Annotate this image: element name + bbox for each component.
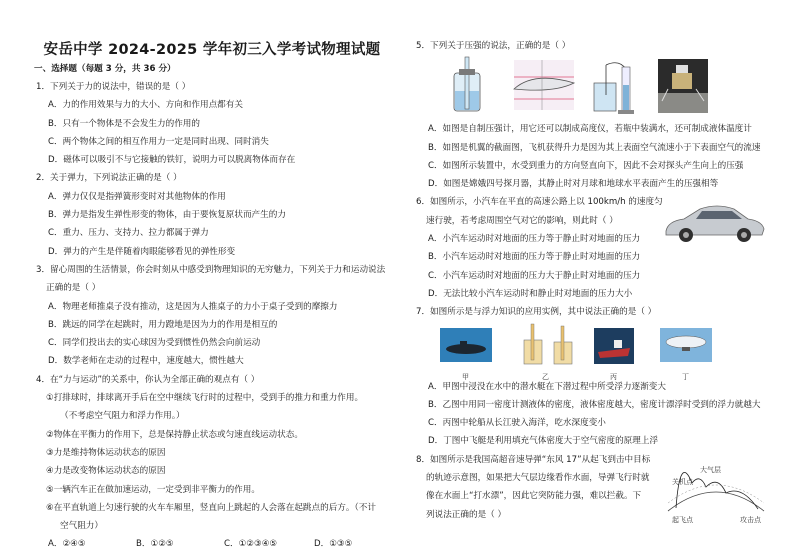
question-3-option-c: C．同学们投出去的实心球因为受到惯性仍然会向前运动	[48, 338, 261, 349]
question-3-option-a: A．物理老师推桌子没有推动，这是因为人推桌子的力小于桌子受到的摩擦力	[48, 301, 338, 312]
question-4-option-a: A．②④⑤	[48, 539, 86, 550]
liquid-pressure-probe-figure	[594, 63, 634, 114]
question-4-item-2: ②物体在平衡力的作用下，总是保持静止状态或匀速直线运动状态。	[46, 429, 303, 440]
question-4-item-1-note: （不考虑空气阻力和浮力作用。）	[60, 411, 185, 422]
question-4-item-6: ⑥在平直轨道上匀速行驶的火车车厢里，竖直向上跳起的人会落在起跳点的后方。（不计	[46, 502, 376, 513]
hydrometer-figure	[524, 324, 572, 364]
label-atmosphere: 大气层	[700, 465, 721, 474]
question-5-option-b: B．如图是机翼的截面图，飞机获得升力是因为其上表面空气流速小于下表面空气的流速	[428, 142, 761, 153]
question-2-option-d: D．弹力的产生是伴随着肉眼能够看见的弹性形变	[48, 246, 236, 257]
question-8-stem: 8．如图所示是我国高超音速导弹“东风 17”从起飞到击中目标	[416, 454, 651, 465]
question-5-figure-svg	[414, 55, 766, 120]
question-5-figures	[414, 55, 766, 120]
lunar-probe-photo	[658, 59, 708, 113]
question-8-line-4: 列说法正确的是（ ）	[426, 509, 507, 520]
question-7-figure-svg	[414, 322, 766, 370]
label-cutoff-point: 关机点	[672, 477, 693, 486]
question-2-option-c: C．重力、压力、支持力、拉力都属于弹力	[48, 228, 209, 239]
question-4-item-5: ⑤一辆汽车正在做加速运动，一定受到非平衡力的作用。	[46, 484, 260, 495]
question-3-option-b: B．跳远的同学在起跳时，用力蹬地是因为力的作用是相互的	[48, 319, 278, 330]
question-1-stem: 1．下列关于力的说法中，错误的是（ ）	[36, 82, 191, 92]
figure-caption-jia: 甲	[462, 372, 469, 381]
question-6-stem: 6．如图所示，小汽车在平直的高速公路上以 100km/h 的速度匀	[416, 197, 663, 208]
question-5-stem: 5．下列关于压强的说法，正确的是（ ）	[416, 41, 571, 51]
question-1-option-a: A．力的作用效果与力的大小、方向和作用点都有关	[48, 100, 243, 111]
question-1-option-d: D．磁体可以吸引不与它接触的铁钉，说明力可以脱离物体而存在	[48, 155, 296, 166]
label-launch-point: 起飞点	[672, 515, 693, 524]
homemade-barometer-figure	[454, 57, 480, 111]
sedan-car-figure	[662, 199, 766, 245]
question-2-option-a: A．弹力仅仅是指弹簧形变时对其他物体的作用	[48, 191, 226, 202]
question-7-figures	[414, 322, 766, 381]
question-3-stem-cont: 正确的是（ ）	[46, 283, 101, 294]
question-7-option-d: D．丁图中飞艇是利用填充气体密度大于空气密度的原理上浮	[428, 436, 659, 447]
figure-caption-bing: 丙	[610, 372, 617, 381]
label-attack-point: 攻击点	[740, 515, 761, 524]
question-1-option-b: B．只有一个物体是不会发生力的作用的	[48, 118, 200, 129]
question-7-option-b: B．乙图中用同一密度计测液体的密度，液体密度越大，密度计漂浮时受到的浮力就越大	[428, 399, 761, 410]
figure-caption-yi: 乙	[542, 372, 549, 381]
question-3-option-d: D．数学老师在走动的过程中，速度越大，惯性越大	[48, 356, 244, 367]
question-8-line-3: 像在水面上“打水漂”，因此它突防能力强，难以拦截。下	[426, 491, 642, 502]
question-1-option-c: C．两个物体之间的相互作用力一定是同时出现、同时消失	[48, 136, 269, 147]
wing-cross-section-figure	[514, 60, 574, 110]
question-2-option-b: B．弹力是指发生弹性形变的物体，由于要恢复原状而产生的力	[48, 210, 286, 221]
question-6-option-d: D．无法比较小汽车运动时和静止时对地面的压力大小	[428, 288, 633, 299]
section-heading-choice: 一、选择题（每题 3 分，共 36 分）	[34, 64, 176, 74]
question-6-option-a: A．小汽车运动时对地面的压力等于静止时对地面的压力	[428, 234, 641, 245]
question-4-option-c: C．①②③④⑤	[224, 539, 278, 550]
submarine-photo	[440, 328, 492, 362]
question-5-option-c: C．如图所示装置中，水受到重力的方向竖直向下，因此不会对探头产生向上的压强	[428, 160, 744, 171]
question-2-stem: 2．关于弹力，下列说法正确的是（ ）	[36, 173, 182, 184]
question-6-stem-cont: 速行驶，若考虑周围空气对它的影响，则此时（ ）	[426, 215, 618, 226]
right-column	[414, 0, 766, 524]
question-4-option-d: D．①③⑤	[314, 539, 353, 550]
ship-photo	[594, 328, 634, 364]
question-4-item-6-cont: 空气阻力）	[60, 521, 103, 532]
question-6-block	[414, 193, 766, 303]
figure-caption-ding: 丁	[682, 372, 689, 381]
airship-photo	[660, 328, 712, 362]
question-6-option-b: B．小汽车运动时对地面的压力等于静止时对地面的压力	[428, 252, 641, 263]
question-6-option-c: C．小汽车运动时对地面的压力大于静止时对地面的压力	[428, 270, 641, 281]
question-4-stem: 4．在“力与运动”的关系中，你认为全部正确的观点有（ ）	[36, 374, 260, 385]
question-7-stem: 7．如图所示是与浮力知识的应用实例，其中说法正确的是（ ）	[416, 307, 657, 318]
question-5-option-a: A．如图是自制压强计，用它还可以制成高度仪，若瓶中装满水，还可制成液体温度计	[428, 124, 752, 135]
question-4-item-1: ①打排球时，排球离开手后在空中继续飞行时的过程中，受到手的推力和重力作用。	[46, 393, 364, 404]
question-3-stem: 3．留心周围的生活情景，你会时刻从中感受到物理知识的无穷魅力，下列关于力和运动说法	[36, 264, 386, 275]
question-4-item-3: ③力是维持物体运动状态的原因	[46, 447, 166, 458]
left-column	[34, 0, 390, 554]
question-8-line-2: 的轨迹示意图，如果把大气层边缘看作水面，导弹飞行时就	[426, 473, 650, 484]
question-8-block	[414, 451, 766, 524]
question-4-option-b: B．①②⑤	[136, 539, 174, 550]
exam-title: 安岳中学 2024-2025 学年初三入学考试物理试题	[43, 42, 381, 58]
question-7-option-a: A．甲图中浸没在水中的潜水艇在下潜过程中所受浮力逐渐变大	[428, 381, 666, 392]
question-4-item-4: ④力是改变物体运动状态的原因	[46, 466, 166, 477]
question-5-option-d: D．如图是嫦娥四号探月器，其静止时对月球和地球水平表面产生的压强相等	[428, 179, 719, 190]
question-7-option-c: C．丙图中轮船从长江驶入海洋，吃水深度变小	[428, 418, 606, 429]
question-4-options	[34, 535, 390, 553]
